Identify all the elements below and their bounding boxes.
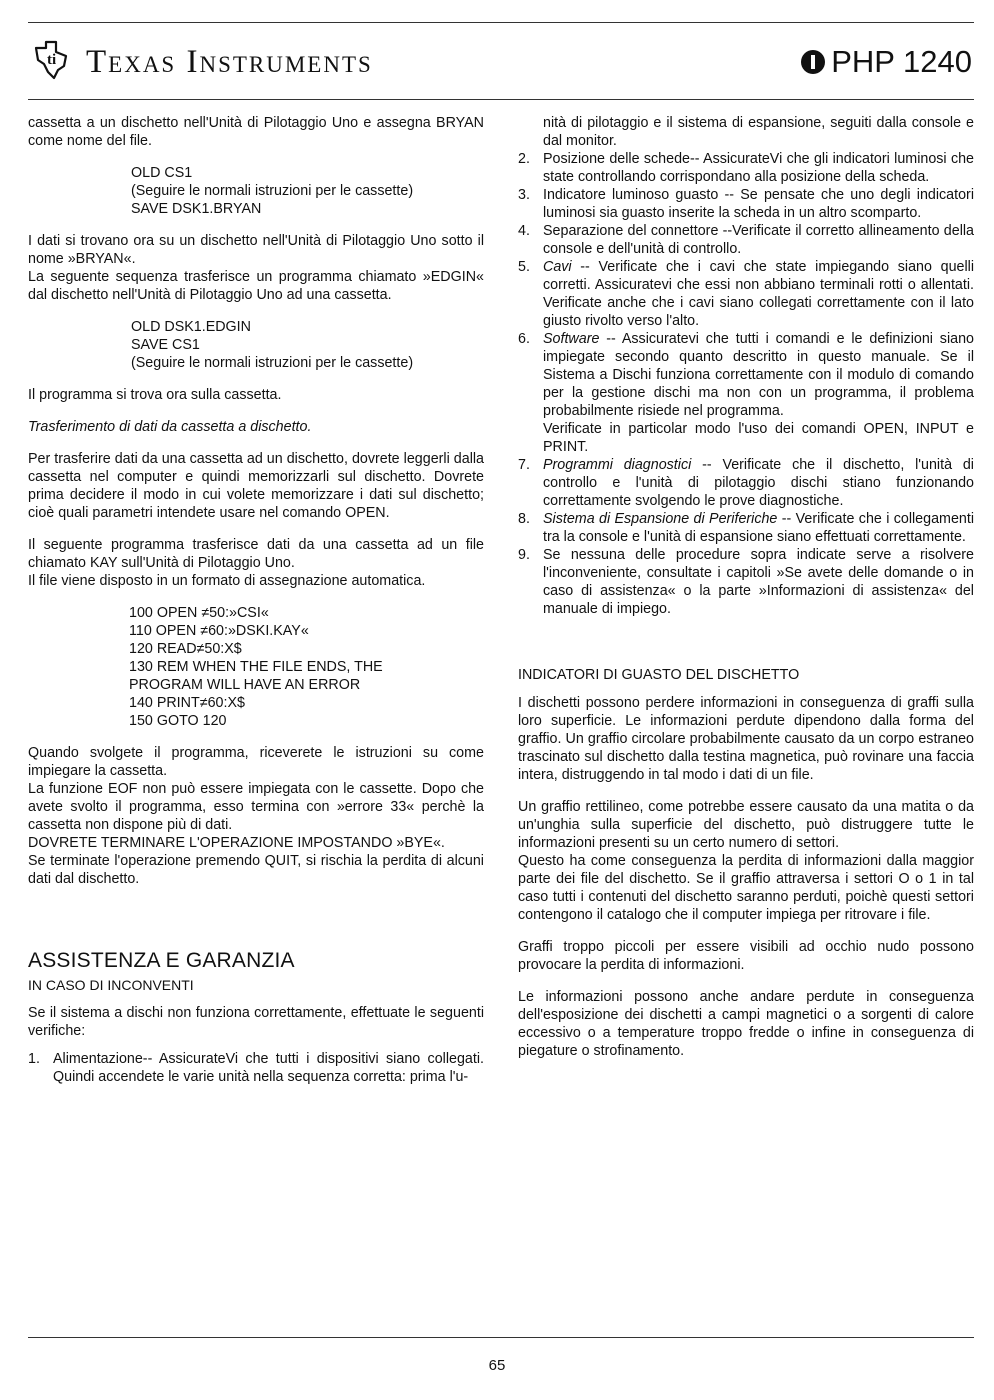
- code-block: [28, 318, 484, 372]
- list-item: [518, 456, 974, 510]
- section-title: ASSISTENZA E GARANZIA: [28, 949, 295, 972]
- code-line: (Seguire le normali istruzioni per le cassette): [131, 183, 414, 199]
- list-item: [28, 1050, 484, 1086]
- paragraph: I dati si trovano ora su un dischetto nell'Unità di Pilotaggio Uno sotto il nome »BRYAN«.: [28, 233, 484, 267]
- item-text: Verificate in particolar modo l'uso dei comandi OPEN, INPUT e PRINT.: [543, 421, 974, 455]
- list-item: [518, 546, 974, 618]
- paragraph: Se terminate l'operazione premendo QUIT, si rischia la perdita di alcuni dati dal dischetto.: [28, 853, 484, 887]
- item-label: Software: [543, 331, 600, 347]
- paragraph: cassetta a un dischetto nell'Unità di Pilotaggio Uno e assegna BRYAN come nome del file.: [28, 115, 484, 149]
- list-item: [518, 258, 974, 330]
- item-number: 5.: [518, 259, 530, 275]
- paragraph: Il programma si trova ora sulla cassetta.: [28, 387, 282, 403]
- item-number: 4.: [518, 223, 530, 239]
- paragraph: Quando svolgete il programma, riceverete le istruzioni su come impiegare la cassetta.: [28, 745, 484, 779]
- code-block: [28, 164, 484, 218]
- left-column: [28, 114, 484, 1086]
- item-text: Separazione del connettore --Verificate il corretto allineamento della console e dell'unità di controllo.: [543, 223, 974, 257]
- italic-subheading: Trasferimento di dati da cassetta a dischetto.: [28, 419, 312, 435]
- header-rule: [28, 99, 974, 100]
- paragraph: La seguente sequenza trasferisce un programma chiamato »EDGIN« dal dischetto nell'Unità di Pilotaggio Uno ad una cassetta.: [28, 269, 484, 303]
- program-line: 130 REM WHEN THE FILE ENDS, THE: [129, 659, 383, 675]
- item-text: -- Assicuratevi che tutti i comandi e le definizioni siano impiegate secondo quanto descritto in questo manuale. Se il Sistema a Dischi funziona correttamente con il modulo di comando per la gestione dischi ma non con un programma, il problema probabilmente risiede nel programma.: [543, 331, 974, 419]
- program-line: PROGRAM WILL HAVE AN ERROR: [129, 677, 361, 693]
- right-column: [518, 114, 974, 1060]
- paragraph: Se il sistema a dischi non funziona correttamente, effettuate le seguenti verifiche:: [28, 1005, 484, 1039]
- brand-name: Texas Instruments: [86, 44, 373, 80]
- item-text: -- Verificate che i collegamenti tra la console e l'unità di espansione siano effettuati correttamente.: [543, 511, 975, 545]
- top-rule: [28, 22, 974, 23]
- texas-instruments-logo-icon: [30, 38, 74, 82]
- item-number: 3.: [518, 187, 530, 203]
- page-header: [28, 32, 974, 92]
- section-subtitle: IN CASO DI INCONVENTI: [28, 977, 194, 993]
- program-line: 150 GOTO 120: [129, 713, 227, 729]
- paragraph: Graffi troppo piccoli per essere visibili ad occhio nudo possono provocare la perdita di informazioni.: [518, 939, 974, 973]
- list-item: [518, 510, 974, 546]
- item-number: 7.: [518, 457, 530, 473]
- list-item: [518, 150, 974, 186]
- item-label: Programmi diagnostici: [543, 457, 692, 473]
- item-number: 2.: [518, 151, 530, 167]
- checklist: [28, 1050, 484, 1086]
- paragraph: I dischetti possono perdere informazioni in conseguenza di graffi sulla loro superficie. Le informazioni perdute dipendono dalla forma del graffio. Un graffio circolare probabilmente causato da un corpo estraneo trascinato sul dischetto dalla testina magnetica, può rovinare una faccia intera, distruggendo in tal modo i dati di un file.: [518, 695, 974, 783]
- item-text: Alimentazione-- AssicurateVi che tutti i dispositivi siano collegati. Quindi accendete le varie unità nella sequenza corretta: prima l'u-: [53, 1051, 484, 1085]
- code-line: OLD DSK1.EDGIN: [131, 319, 251, 335]
- model-label: [801, 44, 972, 80]
- code-line: OLD CS1: [131, 165, 193, 181]
- item-label: Sistema di Espansione di Periferiche: [543, 511, 778, 527]
- checklist-continued: [518, 114, 974, 618]
- program-line: 100 OPEN ≠50:»CSI«: [129, 605, 269, 621]
- item-label: Cavi: [543, 259, 572, 275]
- paragraph: DOVRETE TERMINARE L'OPERAZIONE IMPOSTANDO »BYE«.: [28, 835, 445, 851]
- program-listing: [28, 604, 484, 730]
- item-number: 9.: [518, 547, 530, 563]
- svg-text:ti: ti: [47, 52, 57, 68]
- program-line: 140 PRINT≠60:X$: [129, 695, 245, 711]
- paragraph: Il file viene disposto in un formato di assegnazione automatica.: [28, 573, 426, 589]
- item-text: -- Verificate che i cavi che state impiegando siano quelli corretti. Assicuratevi che essi non abbiano terminali rotti o allentati. Verificate anche che i cavi siano collegati correttamente con il lato giusto rivolto verso l'alto.: [543, 259, 974, 329]
- item-text: Posizione delle schede-- AssicurateVi che gli indicatori luminosi che state controllando corrispondano alla posizione della scheda.: [543, 151, 974, 185]
- power-dot-icon: [801, 50, 825, 74]
- model-text: PHP 1240: [831, 44, 972, 79]
- paragraph: Le informazioni possono anche andare perdute in conseguenza dell'esposizione dei dischetti a campi magnetici o a sorgenti di calore eccessivo o a temperature troppo fredde o infine in conseguenza di piegature o strofinamento.: [518, 989, 974, 1059]
- item-text: nità di pilotaggio e il sistema di espansione, seguiti dalla console e dal monitor.: [543, 115, 974, 149]
- list-item: [518, 420, 974, 456]
- footer-rule: [28, 1337, 974, 1338]
- program-line: 120 READ≠50:X$: [129, 641, 242, 657]
- paragraph: Per trasferire dati da una cassetta ad un dischetto, dovrete leggerli dalla cassetta nel computer e quindi memorizzarli sul dischetto. Dovrete prima decidere il modo in cui volete memorizzare i dati sul dischetto; cioè quali parametri intendete usare nel comando OPEN.: [28, 451, 484, 521]
- item-number: 1.: [28, 1051, 40, 1067]
- subheading: INDICATORI DI GUASTO DEL DISCHETTO: [518, 667, 800, 683]
- item-number: 8.: [518, 511, 530, 527]
- paragraph: Un graffio rettilineo, come potrebbe essere causato da una matita o da un'unghia sulla superficie del dischetto, può distruggere tutte le informazioni presenti su un certo numero di settori.: [518, 799, 974, 851]
- item-text: Se nessuna delle procedure sopra indicate serve a risolvere l'inconveniente, consultate i capitoli »Se avete delle domande o in caso di assistenza« o la parte »Informazioni di assistenza« del manuale di impiego.: [543, 547, 974, 617]
- item-number: 6.: [518, 331, 530, 347]
- code-line: (Seguire le normali istruzioni per le cassette): [131, 355, 414, 371]
- code-line: SAVE CS1: [131, 337, 200, 353]
- code-line: SAVE DSK1.BRYAN: [131, 201, 262, 217]
- list-item: [518, 114, 974, 150]
- item-text: Indicatore luminoso guasto -- Se pensate che uno degli indicatori luminosi sia guasto inserite la scheda in un altro scomparto.: [543, 187, 974, 221]
- paragraph: La funzione EOF non può essere impiegata con le cassette. Dopo che avete svolto il programma, esso termina con »errore 33« perchè la cassetta non dispone più di dati.: [28, 781, 484, 833]
- list-item: [518, 222, 974, 258]
- paragraph: Questo ha come conseguenza la perdita di informazioni dalla maggior parte dei file del dischetto. Se il graffio attraversa i settori O o 1 in tal caso tutti i contenuti del dischetto saranno perduti, poichè questi settori contengono il catalogo che il computer impiega per ritrovare i file.: [518, 853, 974, 923]
- paragraph: Il seguente programma trasferisce dati da una cassetta ad un file chiamato KAY sull'Unità di Pilotaggio Uno.: [28, 537, 484, 571]
- item-text: -- Verificate che il dischetto, l'unità di controllo e l'unità di pilotaggio dischi stiano funzionando correttamente svolgendo le prove diagnostiche.: [543, 457, 974, 509]
- program-line: 110 OPEN ≠60:»DSKI.KAY«: [129, 623, 309, 639]
- list-item: [518, 330, 974, 420]
- list-item: [518, 186, 974, 222]
- page-number: 65: [488, 1357, 506, 1374]
